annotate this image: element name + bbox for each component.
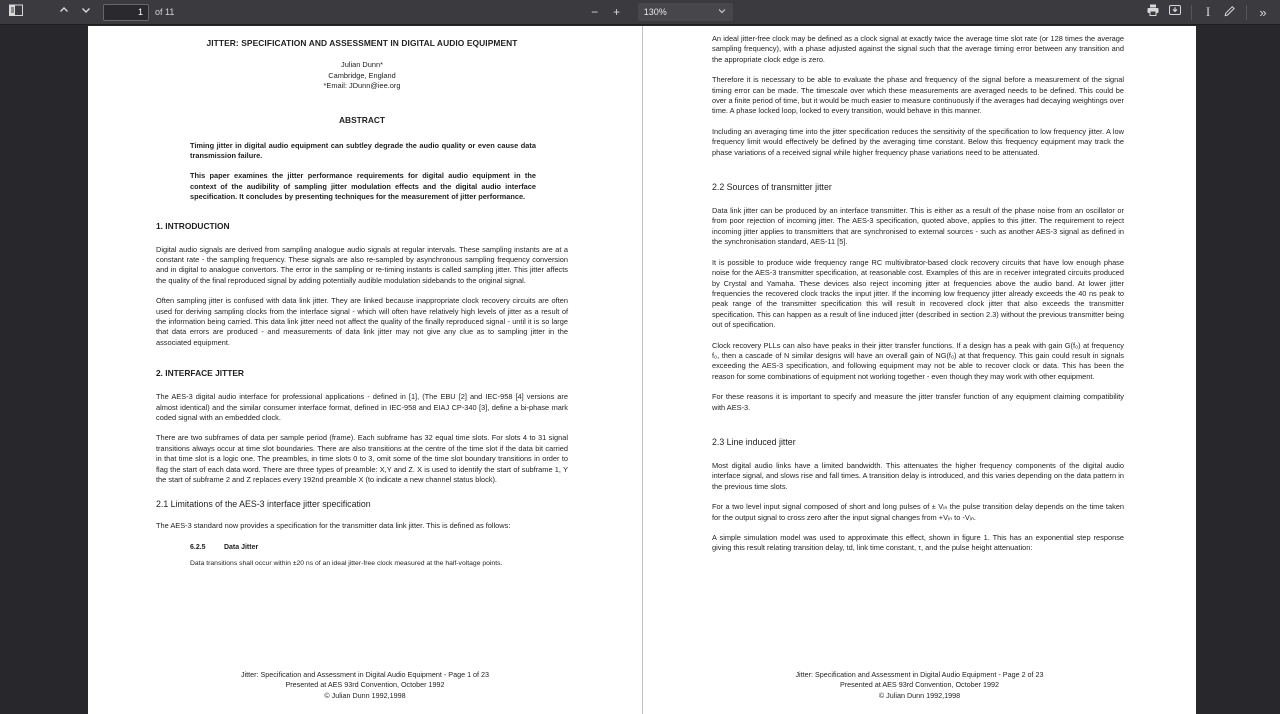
side-pane-icon <box>9 3 23 22</box>
paragraph: Including an averaging time into the jitter specification reduces the sensitivity of the specification to low frequency jitter. A low frequency limit would effectively be defined by the averaging time constant. Below this frequency equipment may track the phase variations of a received signal while higher frequency phase variations need to be attenuated. <box>712 126 1124 157</box>
quoted-spec-body: Data transitions shall occur within ±20 ns of an ideal jitter-free clock measured at the half-voltage points. <box>190 559 503 567</box>
paragraph: For these reasons it is important to specify and measure the jitter transfer function of any equipment claiming compatibility with AES-3. <box>712 392 1124 412</box>
abstract-paragraph: This paper examines the jitter performance requirements for digital audio equipment in the context of the audibility of sampling jitter modulation effects and the digital audio interface specification. It concludes by presenting techniques for the measurement of jitter performance. <box>190 171 536 202</box>
footer-line: © Julian Dunn 1992,1998 <box>878 690 961 700</box>
double-chevron-right-icon: » <box>1259 4 1267 20</box>
annotate-tool-button[interactable] <box>1219 2 1241 23</box>
paragraph: Data link jitter can be produced by an interface transmitter. This is either as a result of the phase noise from an oscillator or from poor rejection of incoming jitter. The AES-3 specification, quoted above, applies to this jitter. The requirement to reject incoming jitter applies to transmitters that are synchronised to external sources - such as another AES-3 signal as defined in the synchronisation standard, AES-11 [5]. <box>712 206 1124 247</box>
previous-page-button[interactable] <box>53 2 75 23</box>
document-page-1 <box>88 26 642 714</box>
paragraph: Most digital audio links have a limited bandwidth. This attenuates the higher frequency components of the digital audio interface signal, and slows rise and fall times. A transition delay is introduced, and this varies depending on the data pattern in the previous time slots. <box>712 460 1124 491</box>
paragraph: A simple simulation model was used to approximate this effect, shown in figure 1. This has an exponential step response giving this result relating transition delay, td, link time constant, τ, and the pulse height attenuation: <box>712 533 1124 553</box>
next-page-button[interactable] <box>75 2 97 23</box>
quoted-spec-heading <box>190 544 568 551</box>
paragraph: The AES-3 digital audio interface for professional applications - defined in [1], (The EBU [2] and IEC-958 [4] versions are almost identical) and the similar consumer interface format, defined in IEC-958 and EIAJ CP-340 [3], define a bi-phase mark coded signal with an embedded clock. <box>156 392 568 422</box>
author-block <box>156 60 568 92</box>
zoom-in-button[interactable]: + <box>613 5 621 19</box>
sidebar-toggle-button[interactable] <box>5 2 27 23</box>
printer-icon <box>1146 3 1160 22</box>
author-name: Julian Dunn* <box>341 60 383 69</box>
page-footer <box>88 670 642 702</box>
quoted-spec-title: Data Jitter <box>223 543 259 551</box>
abstract-paragraph: Timing jitter in digital audio equipment can subtley degrade the audio quality or even cause data transmission failure. <box>190 140 536 160</box>
author-location: Cambridge, England <box>328 70 396 80</box>
toolbar-actions <box>1142 2 1274 23</box>
page-footer <box>643 670 1196 702</box>
paragraph: Often sampling jitter is confused with data link jitter. They are linked because inappropriate clock recovery circuits are often used for deriving sampling clocks from the interface signal - which will often have relatively high levels of jitter as a result of the information being carried. This data link jitter need not affect the quality of the finally reproduced signal - until it is so large that data errors are produced - and measurements of data link jitter may not give any clue as to sampling jitter in the associated equipment. <box>156 296 568 347</box>
paragraph: Clock recovery PLLs can also have peaks in their jitter transfer functions. If a design has a peak with gain G(f₀) at frequency f₀, then a cascade of N similar designs will have an overall gain of NG(f₀) at that frequency. This gain could result in signals exceeding the AES-3 specification, and following equipment may not be able to recover clock or data. This has been the reason for some combinations of equipment not working together - even though they may work with other equipment. <box>712 340 1124 381</box>
text-cursor-icon: I <box>1205 4 1211 19</box>
footer-line: Jitter: Specification and Assessment in Digital Audio Equipment - Page 1 of 23 <box>240 669 490 679</box>
footer-line: Presented at AES 93rd Convention, October 1992 <box>285 680 445 689</box>
pencil-icon <box>1223 3 1237 22</box>
footer-line: Jitter: Specification and Assessment in Digital Audio Equipment - Page 2 of 23 <box>795 669 1044 679</box>
zoom-level-dropdown[interactable] <box>638 3 733 21</box>
toolbar <box>0 0 1280 25</box>
more-tools-button[interactable] <box>1252 2 1274 23</box>
chevron-down-icon <box>717 6 727 18</box>
quoted-spec-number: 6.2.5 <box>190 543 206 551</box>
document-page-2 <box>642 26 1196 714</box>
paragraph: The AES-3 standard now provides a specification for the transmitter data link jitter. This is defined as follows: <box>156 521 511 531</box>
footer-line: Presented at AES 93rd Convention, October 1992 <box>839 680 1000 689</box>
toolbar-separator <box>1191 5 1192 20</box>
paragraph: Digital audio signals are derived from sampling analogue audio signals at regular intervals. These sampling instants are at a constant rate - the sampling frequency. These signals are also re-sampled by asynchronous sampling frequency conversion and in digital to analogue convertors. The error in the sampling or re-timing instants is called sampling jitter. This jitter affects the quality of the final reproduced signal by adding potentially audible modulation sidebands to the original signal. <box>156 244 568 285</box>
paragraph: Therefore it is necessary to be able to evaluate the phase and frequency of the signal before a measurement of the signal timing error can be made. The timescale over which these measurements are averaged needs to be defined. This could be over a finite period of time, but it would be much easier to measure continuously if the averages had decaying weightings over time. A phase locked loop, locked to every transition, would behave in this manner. <box>712 75 1124 116</box>
footer-line: © Julian Dunn 1992,1998 <box>324 690 406 700</box>
toolbar-separator <box>1246 5 1247 20</box>
chevron-up-icon <box>58 3 70 21</box>
paragraph: For a two level input signal composed of short and long pulses of ± Vᵢₙ the pulse transition delay depends on the time taken for the output signal to cross zero after the input signal changes from +Vᵢₙ to -Vᵢₙ. <box>712 502 1124 522</box>
subsection-heading-2-1: 2.1 Limitations of the AES-3 interface jitter specification <box>156 499 371 510</box>
zoom-controls <box>584 2 733 23</box>
section-heading-interface-jitter: 2. INTERFACE JITTER <box>156 368 244 379</box>
save-document-icon <box>1168 3 1182 22</box>
paragraph: There are two subframes of data per sample period (frame). Each subframe has 32 equal time slots. For slots 4 to 31 signal transitions always occur at time slot boundaries. There are also transitions at the centre of the time slot if the data bit carried in that time slot is a logic one. The preambles, in time slots 0 to 3, omit some of the time slot boundary transitions in order to flag the start of each data word. There are three types of preamble: X,Y and Z. X is used to identify the start of subframe 1, Y the start of subframe 2 and Z replaces every 192nd preamble X (to indicate a new channel status block). <box>156 433 568 485</box>
author-email: *Email: JDunn@iee.org <box>323 81 401 90</box>
paper-title: JITTER: SPECIFICATION AND ASSESSMENT IN DIGITAL AUDIO EQUIPMENT <box>206 38 518 48</box>
subsection-heading-2-2: 2.2 Sources of transmitter jitter <box>712 182 832 193</box>
document-view[interactable] <box>0 26 1280 714</box>
page-nav-group <box>53 2 97 23</box>
chevron-down-icon <box>80 3 92 21</box>
save-button[interactable] <box>1164 2 1186 23</box>
page-count-label: of 11 <box>155 7 175 17</box>
section-heading-introduction: 1. INTRODUCTION <box>156 220 230 231</box>
page-number-input[interactable] <box>103 4 149 21</box>
subsection-heading-2-3: 2.3 Line induced jitter <box>712 436 796 447</box>
abstract-heading: ABSTRACT <box>338 114 386 125</box>
zoom-level-value: 130% <box>643 7 667 17</box>
text-select-tool-button[interactable] <box>1197 2 1219 23</box>
paragraph: It is possible to produce wide frequency range RC multivibrator-based clock recovery circuits that have low enough phase noise for the AES-3 transmitter specification, at reasonable cost. Examples of this are in receiver integrated circuits produced by Crystal and Yamaha. These devices also reject incoming jitter at frequencies above the audio band. At lower jitter frequencies the recovered clock tracks the input jitter. If the incoming low frequency jitter already exceeds the 40 ns peak to peak range of the transmitter specification this will result in recovered clock jitter that also exceeds the transmitter specification. This can happen as a result of line induced jitter (described in section 2.3) without the previous transmitter being out of specification. <box>712 257 1124 330</box>
print-button[interactable] <box>1142 2 1164 23</box>
paragraph: An ideal jitter-free clock may be defined as a clock signal at exactly twice the average time slot rate (or 128 times the average sampling frequency), with a phase adjusted against the signal such that the average timing error between any transition and the appropriate clock edge is zero. <box>712 34 1124 64</box>
zoom-out-button[interactable]: − <box>591 5 599 19</box>
